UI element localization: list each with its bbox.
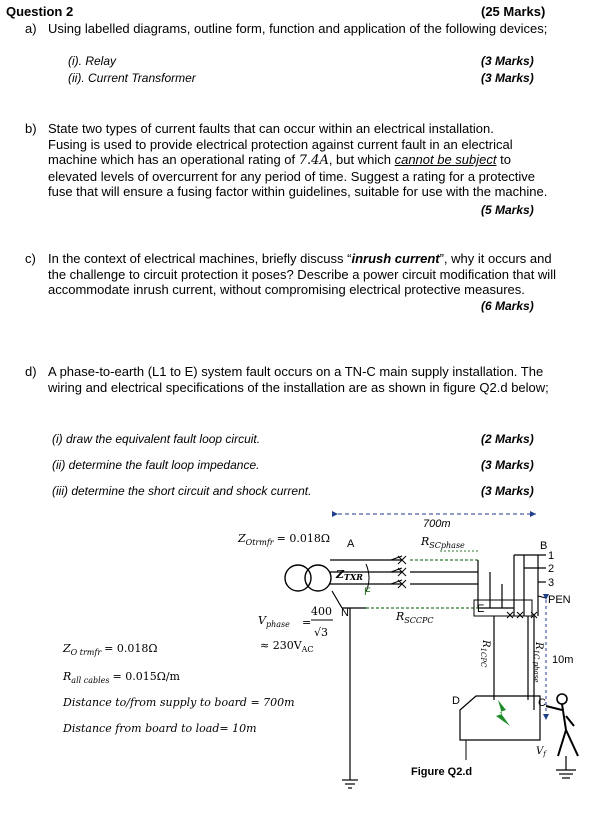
part-c-emphasis: inrush current xyxy=(351,251,440,266)
label-b: B xyxy=(540,540,548,552)
v-phase-denominator: √3 xyxy=(314,626,329,639)
part-c-line-3: accommodate inrush current, without compromising electrical protective measures. xyxy=(48,282,525,298)
label-a: A xyxy=(347,538,355,550)
dimension-10m-label: 10m xyxy=(552,654,574,666)
v-phase-eq: = xyxy=(302,616,312,629)
bus-label-1: 1 xyxy=(548,550,555,562)
part-c-label: c) xyxy=(25,251,36,266)
part-b-line-1: State two types of current faults that can occur within an electrical installation. xyxy=(48,121,494,136)
part-a-label: a) xyxy=(25,21,37,36)
part-b-line-3-end: to xyxy=(496,152,511,168)
part-d-item-3: (iii) determine the short circuit and shock current. xyxy=(52,484,312,498)
r-scphase-label: $R_{SCphase}$ xyxy=(421,535,465,550)
r-sccpc-label: $R_{SCCPC}$ xyxy=(396,610,434,625)
part-d-item-2-marks: (3 Marks) xyxy=(481,458,534,472)
part-b-line-5: fuse that will ensure a fusing factor within guidelines, suitable for use with the machine. xyxy=(48,184,548,200)
part-a-item-2-marks: (3 Marks) xyxy=(481,71,534,85)
label-n: N xyxy=(341,607,349,619)
supply-earth-symbol xyxy=(342,780,358,788)
person-earth-symbol xyxy=(556,756,576,778)
transformer-primary xyxy=(285,565,311,591)
label-d: D xyxy=(452,695,460,707)
part-d-line-1: A phase-to-earth (L1 to E) system fault occurs on a TN-C main supply installation. The xyxy=(48,364,544,379)
part-d-item-2: (ii) determine the fault loop impedance. xyxy=(52,458,260,472)
part-a-item-2: (ii). Current Transformer xyxy=(68,71,196,85)
part-b-underlined-phrase: cannot be subject xyxy=(394,152,497,168)
part-b-rating-value: 7.4A xyxy=(298,153,329,169)
bus-label-2: 2 xyxy=(548,563,555,575)
part-b-line-2: Fusing is used to provide electrical protection against current fault in an electrical xyxy=(48,136,513,152)
part-a-item-1: (i). Relay xyxy=(68,54,117,68)
dist-supply-text: Distance to/from supply to board = 700m xyxy=(63,696,295,709)
question-total-marks: (25 Marks) xyxy=(481,4,546,19)
figure-caption: Figure Q2.d xyxy=(411,766,473,778)
person-icon xyxy=(546,694,578,756)
transformer-secondary xyxy=(305,565,331,591)
z-left-label: $Z_{O trmfr} = 0.018\Omega$ xyxy=(63,642,158,657)
dimension-700m-label: 700m xyxy=(423,518,451,530)
part-d-label: d) xyxy=(25,364,37,379)
bus-label-pen: PEN xyxy=(548,594,571,606)
part-a-item-1-marks: (3 Marks) xyxy=(481,54,534,68)
label-e: E xyxy=(477,603,485,615)
v-phase-label: $V_{phase}$ xyxy=(258,614,290,629)
v-phase-approx: ≈ $230V_{AC}$ xyxy=(260,639,314,654)
r-cables-label: $R_{all cables} = 0.015\Omega/m$ xyxy=(63,670,180,685)
phase-conductors xyxy=(330,560,502,608)
fault-lightning-icon xyxy=(496,700,510,726)
label-c: C xyxy=(538,697,546,709)
part-b-marks: (5 Marks) xyxy=(481,203,534,217)
part-c-line-1-end: ”, why it occurs and xyxy=(439,251,552,266)
r1-cpc-label: $R_{1CPC}$ xyxy=(479,640,491,668)
part-a-text: Using labelled diagrams, outline form, function and application of the following devices; xyxy=(48,21,548,36)
r1-phase-label: $R_{1C phase}$ xyxy=(532,642,544,683)
part-c-marks: (6 Marks) xyxy=(481,299,534,313)
v-phase-numerator: 400 xyxy=(311,605,332,618)
part-b-label: b) xyxy=(25,121,37,136)
bus-label-3: 3 xyxy=(548,577,555,589)
part-d-item-1-marks: (2 Marks) xyxy=(481,432,534,446)
part-d-line-2: wiring and electrical specifications of the installation are as shown in figure Q2.d below; xyxy=(48,379,549,395)
load-conductors xyxy=(494,555,546,710)
vf-label: $V_f$ xyxy=(536,746,546,758)
part-c-line-2: the challenge to circuit protection it poses? Describe a power circuit modification that will xyxy=(48,266,556,282)
z-top-label: $Z_{Otrmfr} = 0.018\Omega$ xyxy=(238,532,330,547)
part-d-item-1: (i) draw the equivalent fault loop circuit. xyxy=(52,432,261,446)
part-b-line-3-start: machine which has an operational rating of xyxy=(48,152,299,168)
part-b-line-4: elevated levels of overcurrent for any period of time. Suggest a rating for a protective xyxy=(48,168,536,184)
part-b-line-3-mid: , but which xyxy=(328,152,395,168)
ztxr-label: ZTXR xyxy=(336,568,363,582)
part-c-line-1-start: In the context of electrical machines, briefly discuss “ xyxy=(48,251,352,266)
part-d-item-3-marks: (3 Marks) xyxy=(481,484,534,498)
question-title: Question 2 xyxy=(6,4,74,19)
dist-load-text: Distance from board to load= 10m xyxy=(63,722,257,735)
label-f: F xyxy=(364,586,371,598)
